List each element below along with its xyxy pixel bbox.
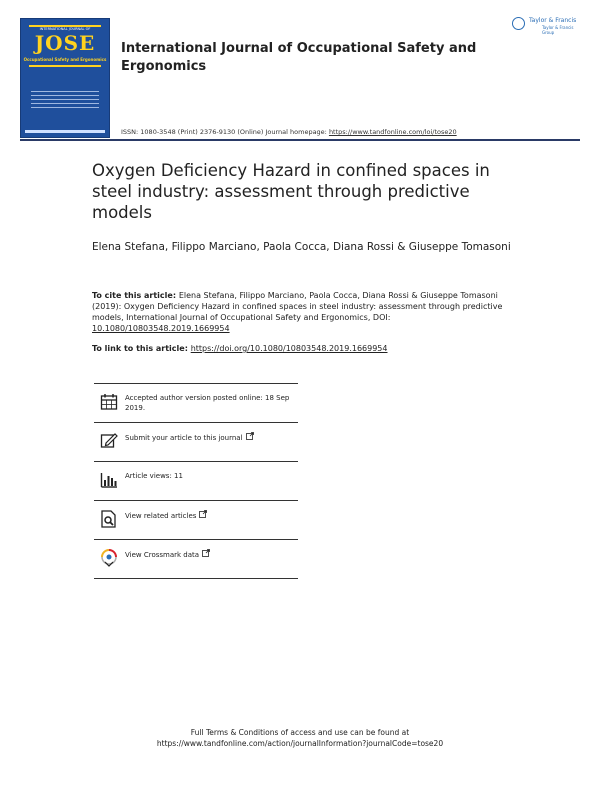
doi-link[interactable]: 10.1080/10803548.2019.1669954	[92, 324, 230, 333]
link-to-article	[92, 344, 512, 353]
article-authors: Elena Stefana, Filippo Marciano, Paola Cocca, Diana Rossi & Giuseppe Tomasoni	[92, 241, 511, 253]
footer	[0, 727, 600, 749]
edit-icon	[100, 432, 118, 450]
cover-acronym: JOSE	[34, 31, 96, 55]
cover-line	[31, 91, 99, 92]
list-item-article-views	[94, 461, 298, 500]
list-item-crossmark[interactable]	[94, 539, 298, 579]
crossmark-icon	[100, 549, 118, 567]
bar-chart-icon	[100, 471, 118, 489]
article-doi-url[interactable]: https://doi.org/10.1080/10803548.2019.1669954	[190, 344, 388, 353]
article-links-list	[94, 383, 298, 579]
article-views-text: Article views: 11	[125, 472, 183, 480]
cover-band	[29, 65, 101, 67]
publisher-logo[interactable]	[512, 17, 584, 33]
publisher-group-name: Taylor & Francis Group	[542, 25, 574, 35]
related-articles-link[interactable]: View related articles	[125, 512, 197, 520]
citation-block	[92, 290, 512, 334]
publisher-name: Taylor & Francis	[529, 17, 577, 24]
link-to-label: To link to this article:	[92, 344, 191, 353]
list-item-text: Accepted author version posted online: 18 Sep 2019.	[125, 394, 290, 412]
article-title: Oxygen Deficiency Hazard in confined spaces in steel industry: assessment through predictive models	[92, 161, 490, 222]
calendar-icon	[100, 393, 118, 411]
cover-footer-band	[25, 130, 105, 133]
list-item-submit-article[interactable]	[94, 422, 298, 461]
cover-line	[31, 99, 99, 100]
cover-line	[31, 107, 99, 108]
list-item-related-articles[interactable]	[94, 500, 298, 539]
external-link-icon	[246, 432, 254, 443]
cover-line	[31, 95, 99, 96]
footer-journal-info-link[interactable]: https://www.tandfonline.com/action/journalInformation?journalCode=tose20	[156, 739, 444, 748]
related-articles-icon	[100, 510, 118, 528]
submit-article-link[interactable]: Submit your article to this journal	[125, 434, 243, 442]
header-divider	[20, 139, 580, 141]
cover-line	[31, 103, 99, 104]
external-link-icon	[202, 549, 210, 560]
issn-text: ISSN: 1080-3548 (Print) 2376-9130 (Online) Journal homepage:	[121, 128, 329, 136]
list-item-accepted-date	[94, 383, 298, 422]
cover-subtitle: Occupational Safety and Ergonomics	[23, 57, 107, 62]
crossmark-link[interactable]: View Crossmark data	[125, 551, 200, 559]
taylor-francis-logo-icon	[512, 17, 525, 30]
journal-cover-image	[20, 18, 110, 138]
cover-header: INTERNATIONAL JOURNAL OF	[39, 27, 91, 31]
external-link-icon	[199, 510, 207, 521]
citation-label: To cite this article:	[92, 291, 179, 300]
citation-text: Elena Stefana, Filippo Marciano, Paola Cocca, Diana Rossi & Giuseppe Tomasoni (2019): Oxygen Deficiency Hazard in confined spaces in steel industry: assessment through predictive models, International Journal of Occupational Safety and Ergonomics, DOI:	[92, 291, 503, 322]
issn-line	[121, 128, 457, 136]
footer-terms-text: Full Terms & Conditions of access and use can be found at	[190, 728, 410, 737]
journal-title: International Journal of Occupational Safety and Ergonomics	[121, 41, 477, 74]
journal-homepage-link[interactable]: https://www.tandfonline.com/loi/tose20	[328, 128, 457, 136]
